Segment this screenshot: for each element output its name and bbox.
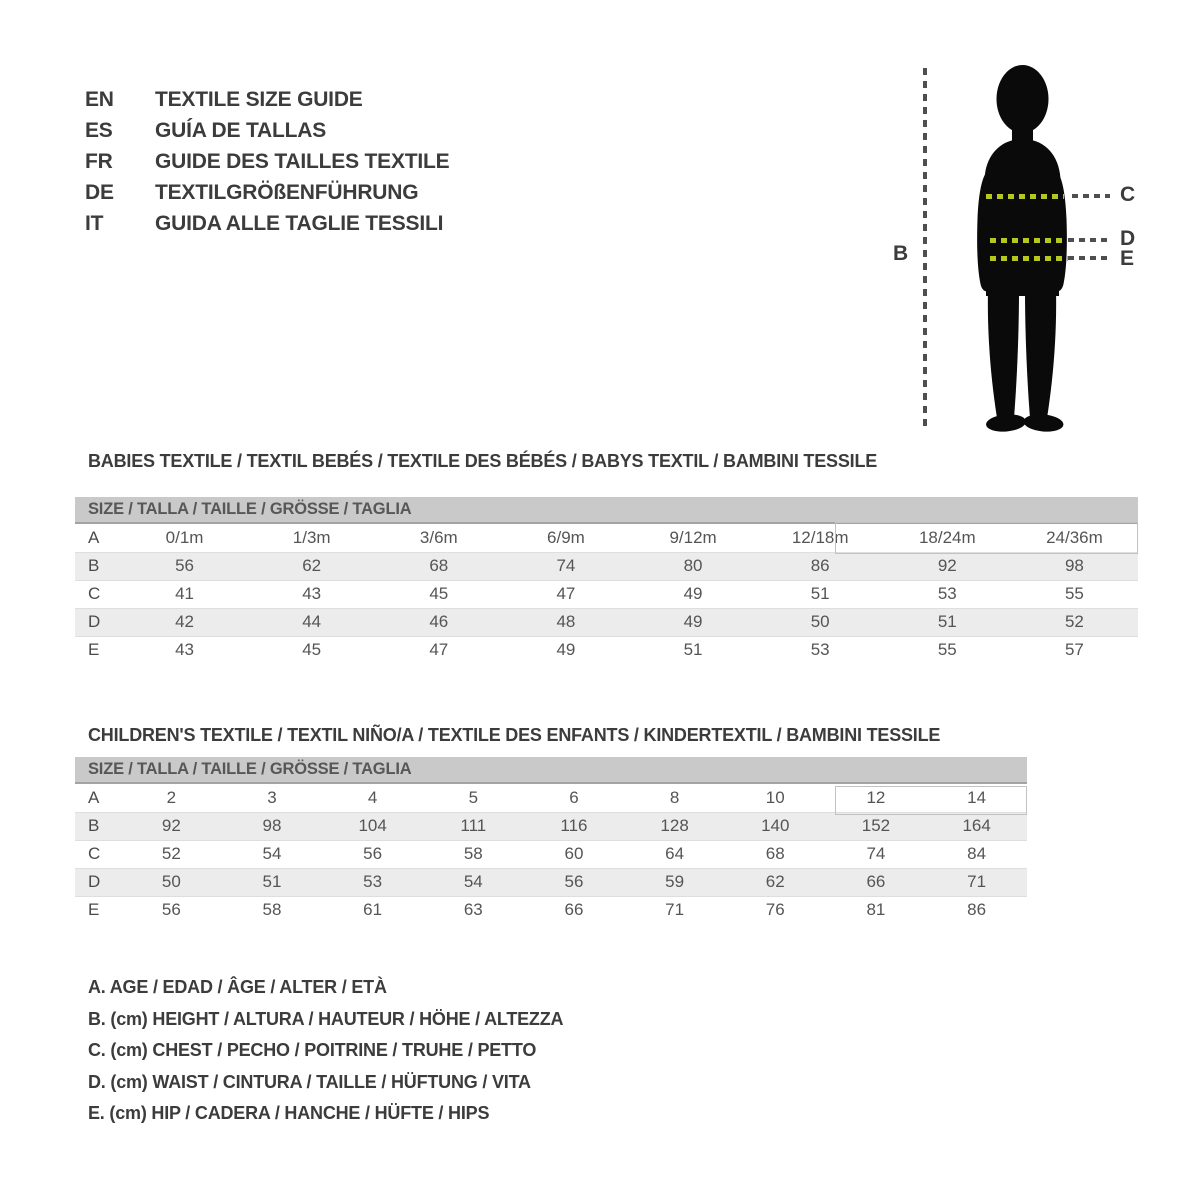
- language-title-list: [85, 84, 449, 239]
- chest-label: C: [1120, 183, 1136, 206]
- legend-age: A. AGE / EDAD / ÂGE / ALTER / ETÀ: [88, 977, 387, 997]
- lang-title: GUIDA ALLE TAGLIE TESSILI: [155, 212, 444, 235]
- table-cell: 64: [624, 840, 725, 868]
- table-cell: 51: [757, 580, 884, 608]
- table-cell: 12: [826, 784, 927, 812]
- table-row: [75, 868, 1027, 896]
- height-measure-dashed-line: [923, 68, 927, 430]
- table-cell: 86: [757, 552, 884, 580]
- table-cell: 41: [121, 580, 248, 608]
- table-cell: 47: [429, 640, 449, 660]
- table-cell: 5: [423, 784, 524, 812]
- table-cell: 18/24m: [884, 524, 1011, 552]
- table-cell: 9/12m: [630, 524, 757, 552]
- legend-waist: D. (cm) WAIST / CINTURA / TAILLE / HÜFTUNG / VITA: [88, 1071, 531, 1092]
- table-cell: 74: [502, 552, 629, 580]
- table-cell: 4: [322, 784, 423, 812]
- table-cell: 45: [375, 580, 502, 608]
- table-cell: 50: [757, 608, 884, 636]
- table-cell: 92: [121, 812, 222, 840]
- lang-title: GUIDE DES TAILLES TEXTILE: [155, 150, 450, 173]
- legend-hip: E. (cm) HIP / CADERA / HANCHE / HÜFTE / HIPS: [88, 1103, 490, 1123]
- lang-row-de: [85, 177, 449, 208]
- row-label: D: [75, 608, 121, 636]
- table-cell: 86: [967, 900, 987, 920]
- table-cell: 128: [624, 812, 725, 840]
- table-cell: 53: [884, 580, 1011, 608]
- waist-measure-line: [990, 238, 1066, 243]
- table-cell: 8: [624, 784, 725, 812]
- table-cell: 56: [121, 552, 248, 580]
- table-cell: 116: [524, 812, 625, 840]
- table-cell: 152: [826, 812, 927, 840]
- table-cell: 24/36m: [1011, 524, 1138, 552]
- table-cell: 49: [630, 580, 757, 608]
- table-cell: 68: [375, 552, 502, 580]
- lang-title: GUÍA DE TALLAS: [155, 119, 327, 142]
- table-cell: 51: [683, 640, 703, 660]
- table-cell: 59: [624, 868, 725, 896]
- table-cell: 56: [161, 900, 181, 920]
- table-cell: 3/6m: [375, 524, 502, 552]
- table-cell: 43: [248, 580, 375, 608]
- table-row: [75, 608, 1138, 636]
- table-cell: 58: [423, 840, 524, 868]
- table-cell: 50: [121, 868, 222, 896]
- table-cell: 57: [1064, 640, 1084, 660]
- lang-code: ES: [85, 119, 113, 142]
- table-cell: 61: [363, 900, 383, 920]
- table-row: [75, 580, 1138, 608]
- lang-row-fr: [85, 146, 449, 177]
- legend-chest: C. (cm) CHEST / PECHO / POITRINE / TRUHE / PETTO: [88, 1040, 537, 1060]
- table-cell: 3: [222, 784, 323, 812]
- row-label: B: [75, 552, 121, 580]
- waist-label: D: [1120, 227, 1136, 250]
- height-label: B: [893, 242, 909, 265]
- lang-code: DE: [85, 181, 114, 204]
- table-cell: 53: [810, 640, 830, 660]
- table-cell: 71: [665, 900, 685, 920]
- table-cell: 10: [725, 784, 826, 812]
- table-cell: 55: [937, 640, 957, 660]
- row-label: A: [75, 784, 121, 812]
- row-label: C: [75, 840, 121, 868]
- table-cell: 52: [121, 840, 222, 868]
- child-silhouette: [956, 60, 1088, 440]
- row-label: E: [88, 640, 100, 660]
- lang-code: EN: [85, 88, 114, 111]
- table-cell: 54: [423, 868, 524, 896]
- table-cell: 98: [1011, 552, 1138, 580]
- table-cell: 63: [463, 900, 483, 920]
- table-cell: 2: [121, 784, 222, 812]
- table-cell: 84: [926, 840, 1027, 868]
- lang-row-es: [85, 115, 449, 146]
- row-label: A: [75, 524, 121, 552]
- lang-title: TEXTILGRÖßENFÜHRUNG: [155, 181, 419, 204]
- table-row: [75, 524, 1138, 552]
- table-cell: 66: [826, 868, 927, 896]
- table-cell: 45: [302, 640, 322, 660]
- table-cell: 46: [375, 608, 502, 636]
- table-row: [75, 552, 1138, 580]
- hip-label: E: [1120, 247, 1135, 270]
- babies-size-table: [75, 497, 1138, 664]
- children-size-header: SIZE / TALLA / TAILLE / GRÖSSE / TAGLIA: [75, 757, 1027, 784]
- table-cell: 12/18m: [757, 524, 884, 552]
- table-cell: 48: [502, 608, 629, 636]
- table-cell: 51: [222, 868, 323, 896]
- hip-leader-line: [1068, 256, 1108, 260]
- babies-size-header: SIZE / TALLA / TAILLE / GRÖSSE / TAGLIA: [75, 497, 1138, 524]
- row-label: B: [75, 812, 121, 840]
- table-cell: 76: [765, 900, 785, 920]
- table-cell: 81: [866, 900, 886, 920]
- table-cell: 42: [121, 608, 248, 636]
- table-cell: 6: [524, 784, 625, 812]
- table-cell: 1/3m: [248, 524, 375, 552]
- table-cell: 55: [1011, 580, 1138, 608]
- table-cell: 74: [826, 840, 927, 868]
- legend-height: B. (cm) HEIGHT / ALTURA / HAUTEUR / HÖHE / ALTEZZA: [88, 1008, 564, 1029]
- table-cell: 62: [725, 868, 826, 896]
- children-table: [75, 784, 1027, 924]
- table-cell: 60: [524, 840, 625, 868]
- waist-leader-line: [1068, 238, 1108, 242]
- table-row: [75, 840, 1027, 868]
- table-cell: 0/1m: [121, 524, 248, 552]
- lang-code: FR: [85, 150, 113, 173]
- lang-row-en: [85, 84, 449, 115]
- table-cell: 164: [926, 812, 1027, 840]
- table-cell: 140: [725, 812, 826, 840]
- table-cell: 80: [630, 552, 757, 580]
- table-cell: 98: [222, 812, 323, 840]
- children-size-table: [75, 757, 1027, 924]
- table-row: [75, 636, 1138, 664]
- chest-leader-line: [1072, 194, 1110, 198]
- table-cell: 58: [262, 900, 282, 920]
- table-cell: 66: [564, 900, 584, 920]
- babies-section-heading: BABIES TEXTILE / TEXTIL BEBÉS / TEXTILE DES BÉBÉS / BABYS TEXTIL / BAMBINI TESSILE: [88, 451, 878, 471]
- table-cell: 49: [556, 640, 576, 660]
- hip-measure-line: [990, 256, 1068, 261]
- table-row: [75, 812, 1027, 840]
- row-label: C: [75, 580, 121, 608]
- table-cell: 104: [322, 812, 423, 840]
- row-label: E: [88, 900, 100, 920]
- lang-title: TEXTILE SIZE GUIDE: [155, 88, 363, 111]
- table-cell: 68: [725, 840, 826, 868]
- table-cell: 71: [926, 868, 1027, 896]
- table-cell: 53: [322, 868, 423, 896]
- babies-table: [75, 524, 1138, 664]
- table-cell: 62: [248, 552, 375, 580]
- children-section-heading: CHILDREN'S TEXTILE / TEXTIL NIÑO/A / TEXTILE DES ENFANTS / KINDERTEXTIL / BAMBINI TESSILE: [88, 725, 941, 745]
- row-label: D: [75, 868, 121, 896]
- table-cell: 52: [1011, 608, 1138, 636]
- lang-row-it: [85, 208, 449, 239]
- table-cell: 56: [524, 868, 625, 896]
- table-cell: 6/9m: [502, 524, 629, 552]
- table-cell: 51: [884, 608, 1011, 636]
- table-cell: 43: [175, 640, 195, 660]
- lang-code: IT: [85, 212, 104, 235]
- table-cell: 49: [630, 608, 757, 636]
- table-cell: 44: [248, 608, 375, 636]
- table-cell: 47: [502, 580, 629, 608]
- table-cell: 92: [884, 552, 1011, 580]
- table-cell: 111: [423, 812, 524, 840]
- table-cell: 54: [222, 840, 323, 868]
- table-row: [75, 896, 1027, 924]
- table-cell: 56: [322, 840, 423, 868]
- table-cell: 14: [926, 784, 1027, 812]
- measurement-legend: [88, 972, 563, 1130]
- chest-measure-line: [986, 194, 1064, 199]
- table-row: [75, 784, 1027, 812]
